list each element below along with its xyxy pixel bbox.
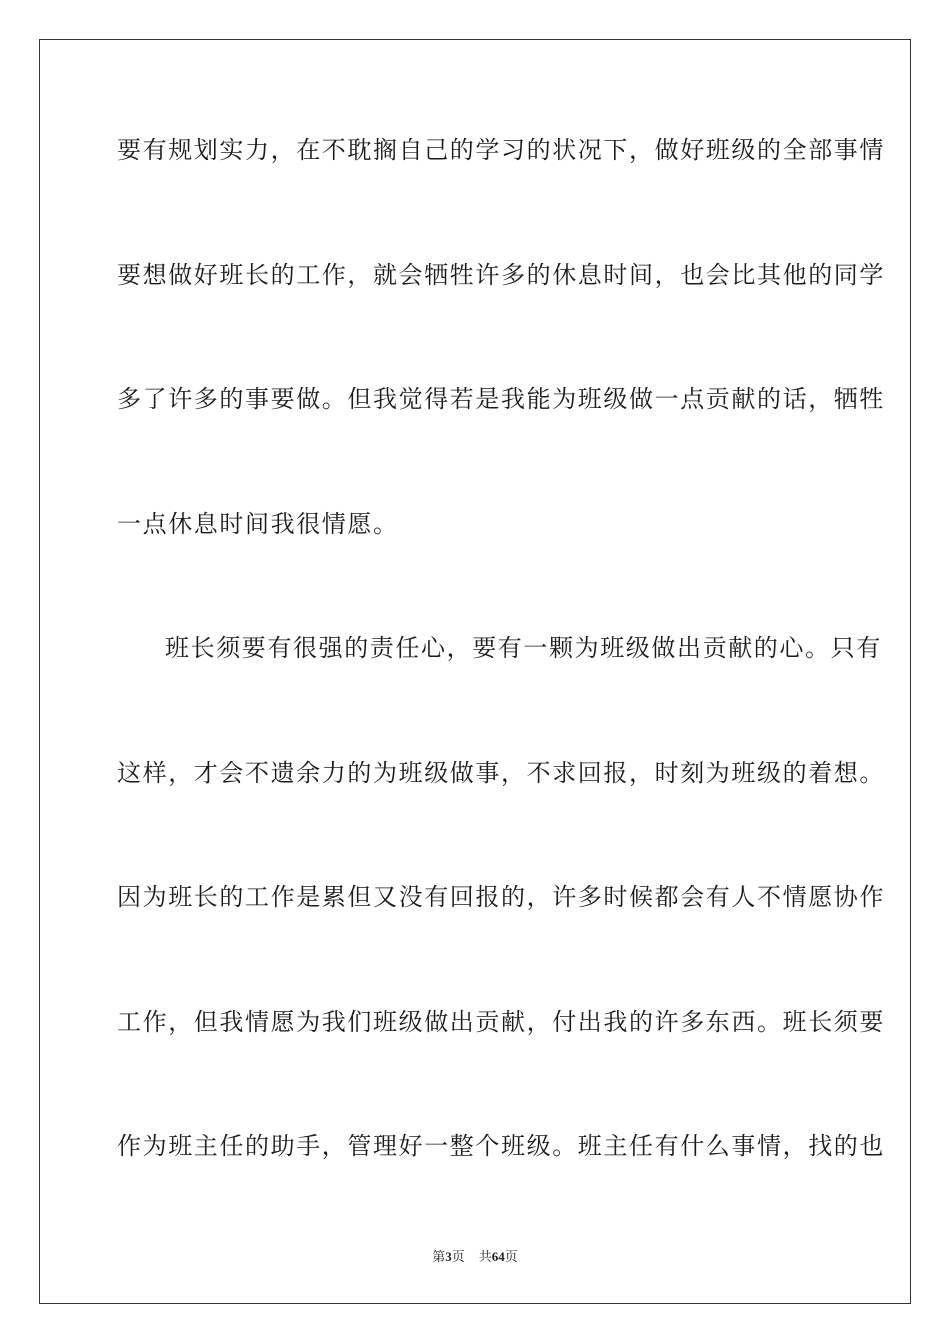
page-current: 3	[445, 1249, 452, 1264]
page-suffix: 页	[451, 1249, 465, 1264]
total-prefix: 共	[478, 1249, 492, 1264]
paragraph-line-2: 要想做好班长的工作，就会牺牲许多的休息时间，也会比其他的同学	[117, 261, 885, 289]
page-border	[39, 39, 911, 1304]
paragraph-line-4: 一点休息时间我很情愿。	[117, 510, 399, 538]
total-suffix: 页	[504, 1249, 518, 1264]
paragraph-line-7: 因为班长的工作是累但又没有回报的，许多时候都会有人不情愿协作	[117, 883, 885, 911]
paragraph-line-5: 班长须要有很强的责任心，要有一颗为班级做出贡献的心。只有	[165, 634, 882, 662]
paragraph-line-3: 多了许多的事要做。但我觉得若是我能为班级做一点贡献的话，牺牲	[117, 385, 885, 413]
paragraph-line-9: 作为班主任的助手，管理好一整个班级。班主任有什么事情，找的也	[117, 1132, 885, 1160]
paragraph-line-6: 这样，才会不遗余力的为班级做事，不求回报，时刻为班级的着想。	[117, 759, 885, 787]
page-total: 64	[491, 1249, 505, 1264]
paragraph-line-1: 要有规划实力，在不耽搁自己的学习的状况下，做好班级的全部事情	[117, 136, 885, 164]
page-footer	[0, 1248, 950, 1266]
page-prefix: 第	[432, 1249, 446, 1264]
paragraph-line-8: 工作，但我情愿为我们班级做出贡献，付出我的许多东西。班长须要	[117, 1008, 885, 1036]
